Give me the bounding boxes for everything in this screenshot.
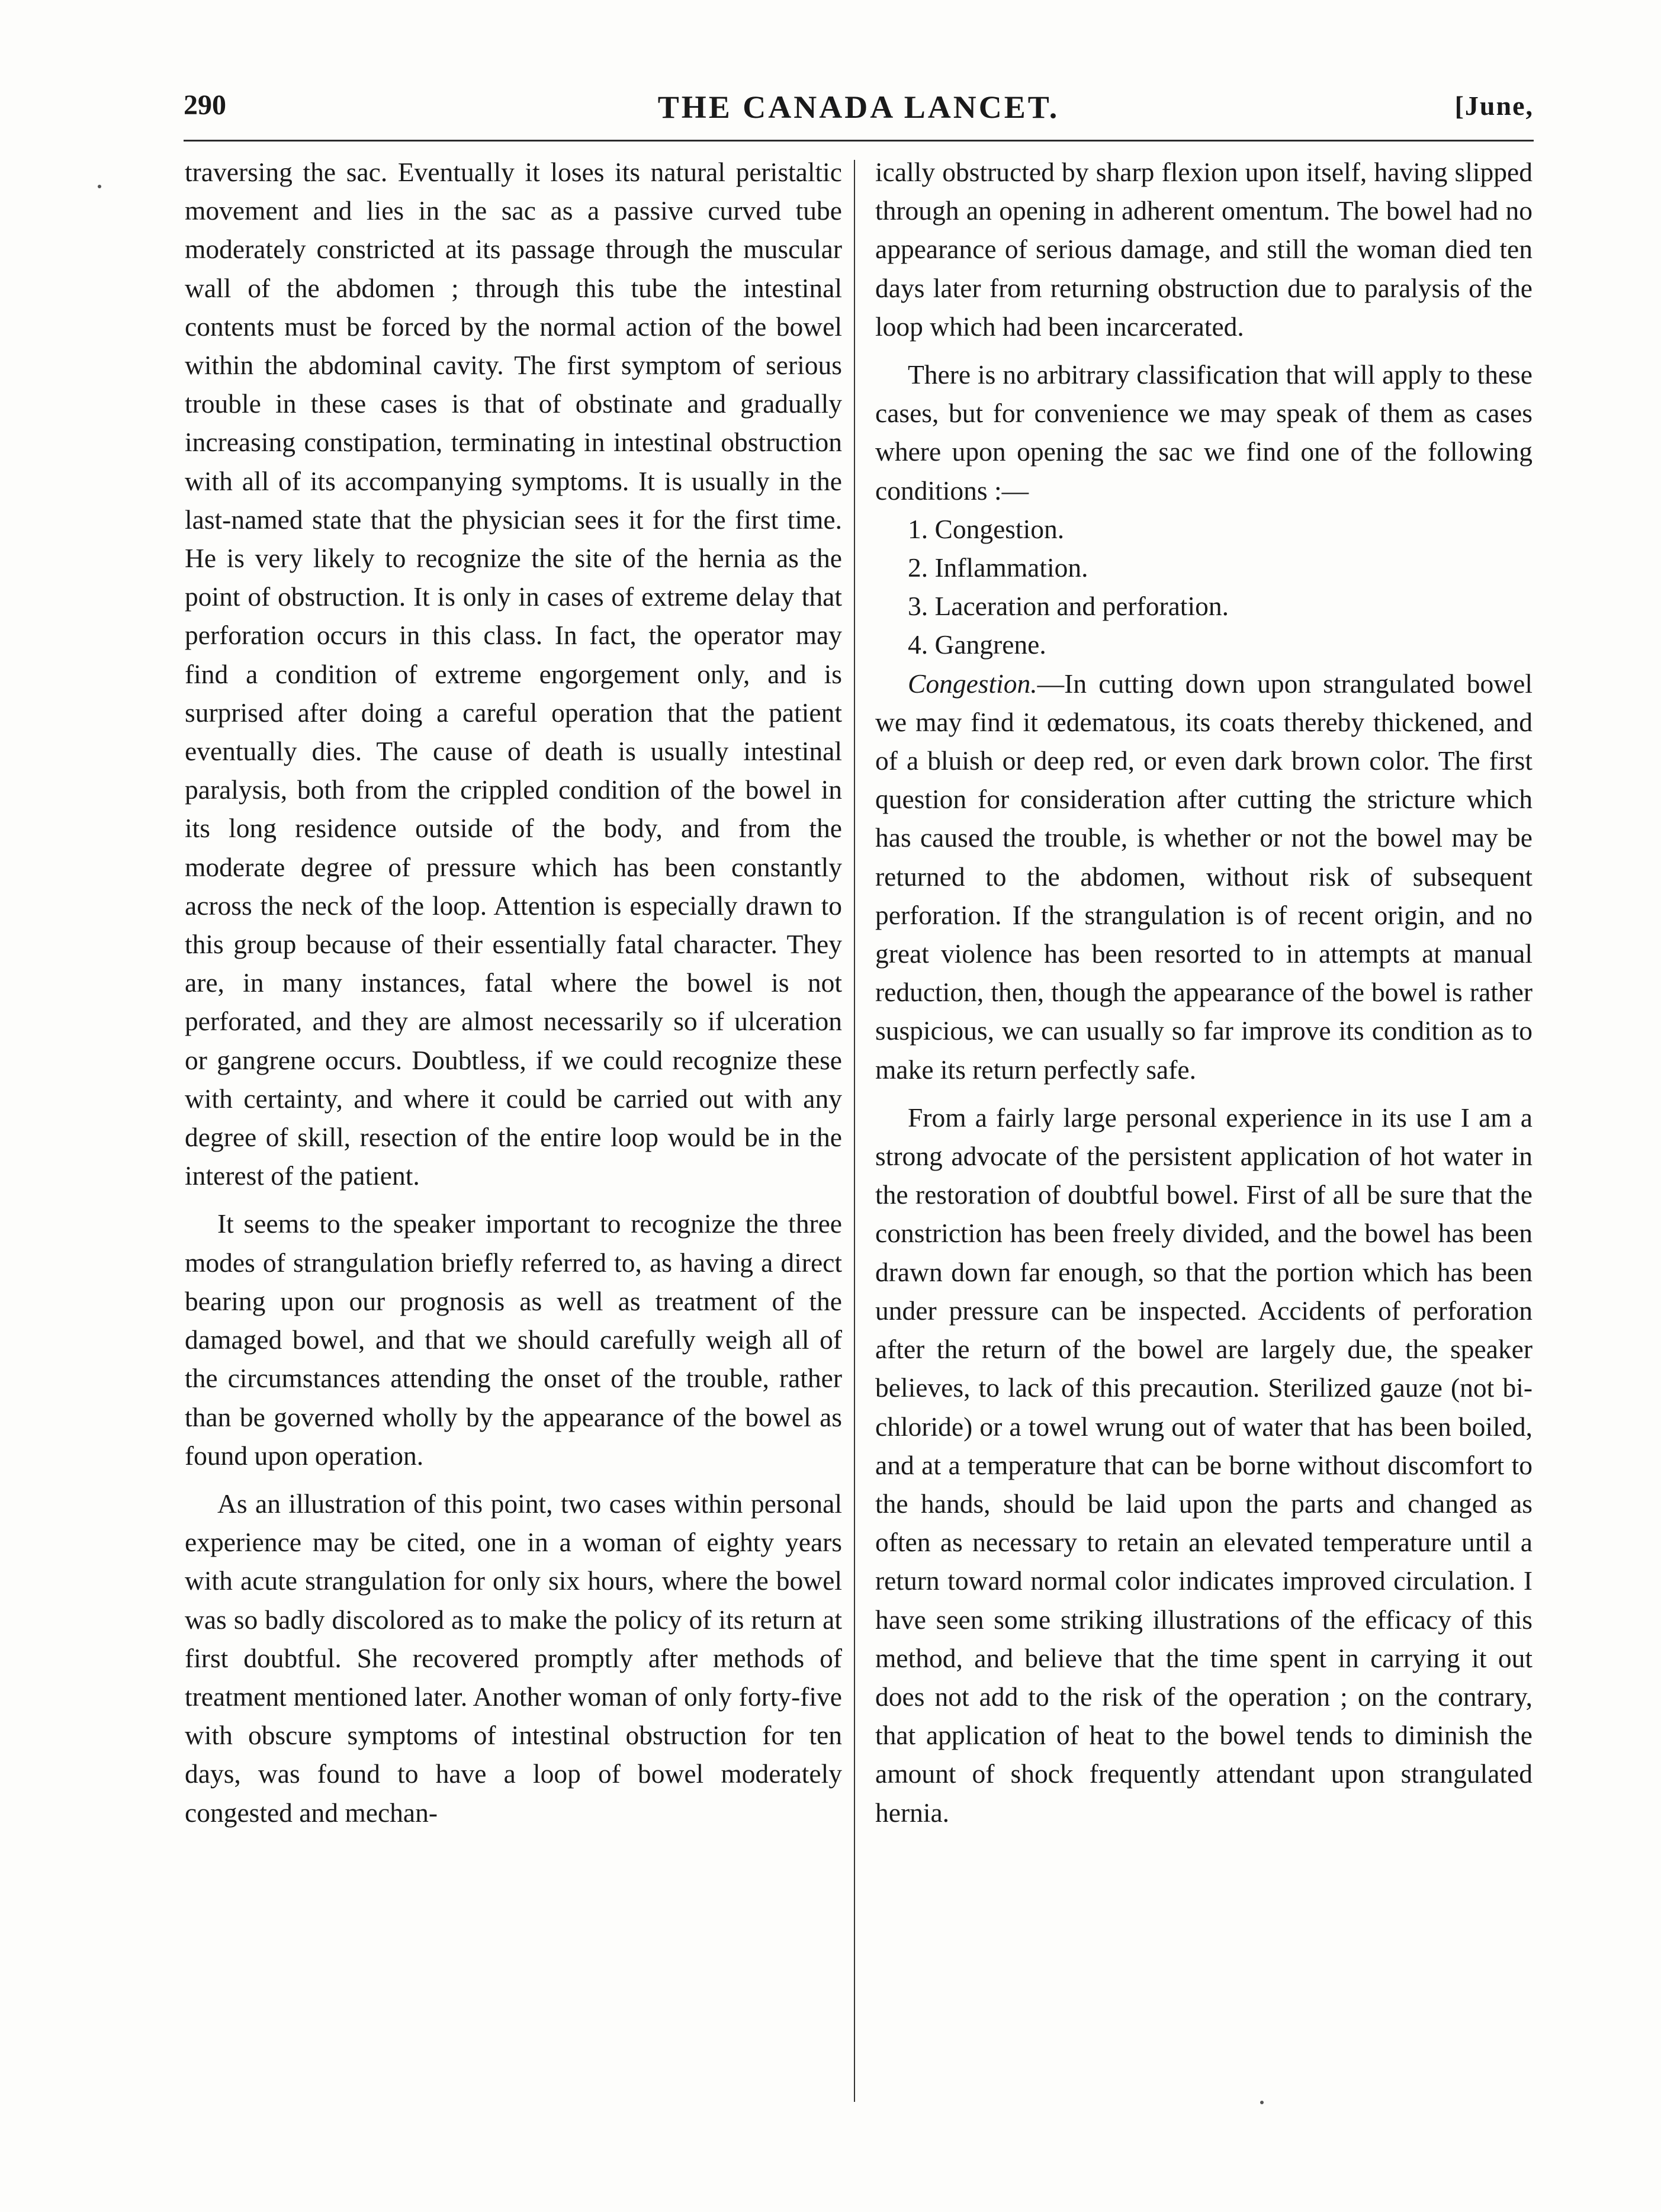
left-paragraph-2: It seems to the speaker important to recognize the three modes of strangulation briefly referred to, as having a direct bearing upon our prognosis as well as treatment of the damaged bowel, and that we should carefully weigh all of the circumstances attending the onset of the trouble, rather than be governed wholly by the appearance of the bowel as found upon operation. — [185, 1208, 842, 1471]
column-divider — [854, 160, 855, 2102]
condition-list-item: 2. Inflammation. — [908, 552, 1088, 583]
page-number: 290 — [184, 89, 226, 121]
run-in-heading: Congestion. — [908, 668, 1037, 699]
left-paragraph-1: traversing the sac. Eventually it loses its natural peristaltic movement and lies in the sac as a passive curved tube moderately constricted at its passage through the muscular wall of the abdomen ; through this tube the intestinal contents must be forced by the normal action of the bowel within the abdominal cavity. The first symptom of serious trouble in these cases is that of obstinate and gradually increasing constipation, terminating in intestinal obstruction with all of its accompanying symptoms. It is usually in the last-named state that the physician sees it for the first time. He is very likely to recognize the site of the hernia as the point of obstruction. It is only in cases of extreme delay that perforation occurs in this class. In fact, the operator may find a condition of extreme engorgement only, and is surprised after doing a careful operation that the patient eventually dies. The cause of death is usually intestinal paralysis, both from the crippled condition of the bowel in its long residence outside of the body, and from the moderate degree of pressure which has been constantly across the neck of the loop. Attention is especially drawn to this group because of their essentially fatal character. They are, in many instances, fatal where the bowel is not perforated, and they are almost necessarily so if ulceration or gangrene occurs. Doubtless, if we could recognize these with certainty, and where it could be carried out with any degree of skill, resection of the entire loop would be in the interest of the patient. — [185, 157, 842, 1191]
right-paragraph-4: From a fairly large personal experience in its use I am a strong advocate of the persistent application of hot water in the restoration of doubtful bowel. First of all be sure that the constriction has been freely divided, and the bowel has been drawn down far enough, so that the portion which has been under pressure can be inspected. Accidents of perforation after the return of the bowel are largely due, the speaker believes, to lack of this precaution. Sterilized gauze (not bi-chloride) or a towel wrung out of water that has been boiled, and at a temperature that can be borne without discomfort to the hands, should be laid upon the parts and changed as often as necessary to retain an elevated temperature until a return toward normal color indicates improved circulation. I have seen some striking illustrations of the efficacy of this method, and believe that the time spent in carrying it out does not add to the risk of the operation ; on the contrary, that application of heat to the bowel tends to diminish the amount of shock frequently attendant upon strangulated hernia. — [875, 1102, 1533, 1828]
left-column — [185, 153, 842, 1832]
condition-list-item: 4. Gangrene. — [908, 629, 1046, 660]
journal-title: THE CANADA LANCET. — [657, 89, 1060, 125]
print-speck — [98, 185, 101, 188]
condition-list-item: 1. Congestion. — [908, 513, 1065, 544]
right-column — [875, 153, 1533, 1832]
right-paragraph-2: There is no arbitrary classification that will apply to these cases, but for convenience we may speak of them as cases where upon opening the sac we find one of the following conditions :— — [875, 359, 1533, 506]
right-paragraph-congestion — [875, 664, 1533, 1089]
running-header — [184, 89, 1534, 136]
right-paragraph-1: ically obstructed by sharp flexion upon itself, having slipped through an opening in adherent omentum. The bowel had no appearance of serious damage, and still the woman died ten days later from returning obstruction due to paralysis of the loop which had been incarcerated. — [875, 157, 1533, 342]
left-paragraph-3: As an illustration of this point, two cases within personal experience may be cited, one in a woman of eighty years with acute strangulation for only six hours, where the bowel was so badly discolored as to make the policy of its return at first doubtful. She recovered promptly after methods of treatment mentioned later. Another woman of only forty-five with obscure symptoms of intestinal obstruction for ten days, was found to have a loop of bowel moderately congested and mechan- — [185, 1488, 842, 1828]
header-month: [June, — [1454, 91, 1534, 121]
header-rule — [184, 140, 1534, 142]
print-speck — [1260, 2101, 1264, 2104]
congestion-text: —In cutting down upon strangulated bowel we may find it œdematous, its coats thereby thickened, and of a bluish or deep red, or even dark brown color. The first question for consideration after cutting the stricture which has caused the trouble, is whether or not the bowel may be returned to the abdomen, without risk of subsequent perforation. If the strangulation is of recent origin, and no great violence has been resorted to in attempts at manual reduction, then, though the appearance of the bowel is rather suspicious, we can usually so far improve its condition as to make its return perfectly safe. — [875, 668, 1533, 1085]
condition-list-item: 3. Laceration and perforation. — [908, 591, 1229, 622]
